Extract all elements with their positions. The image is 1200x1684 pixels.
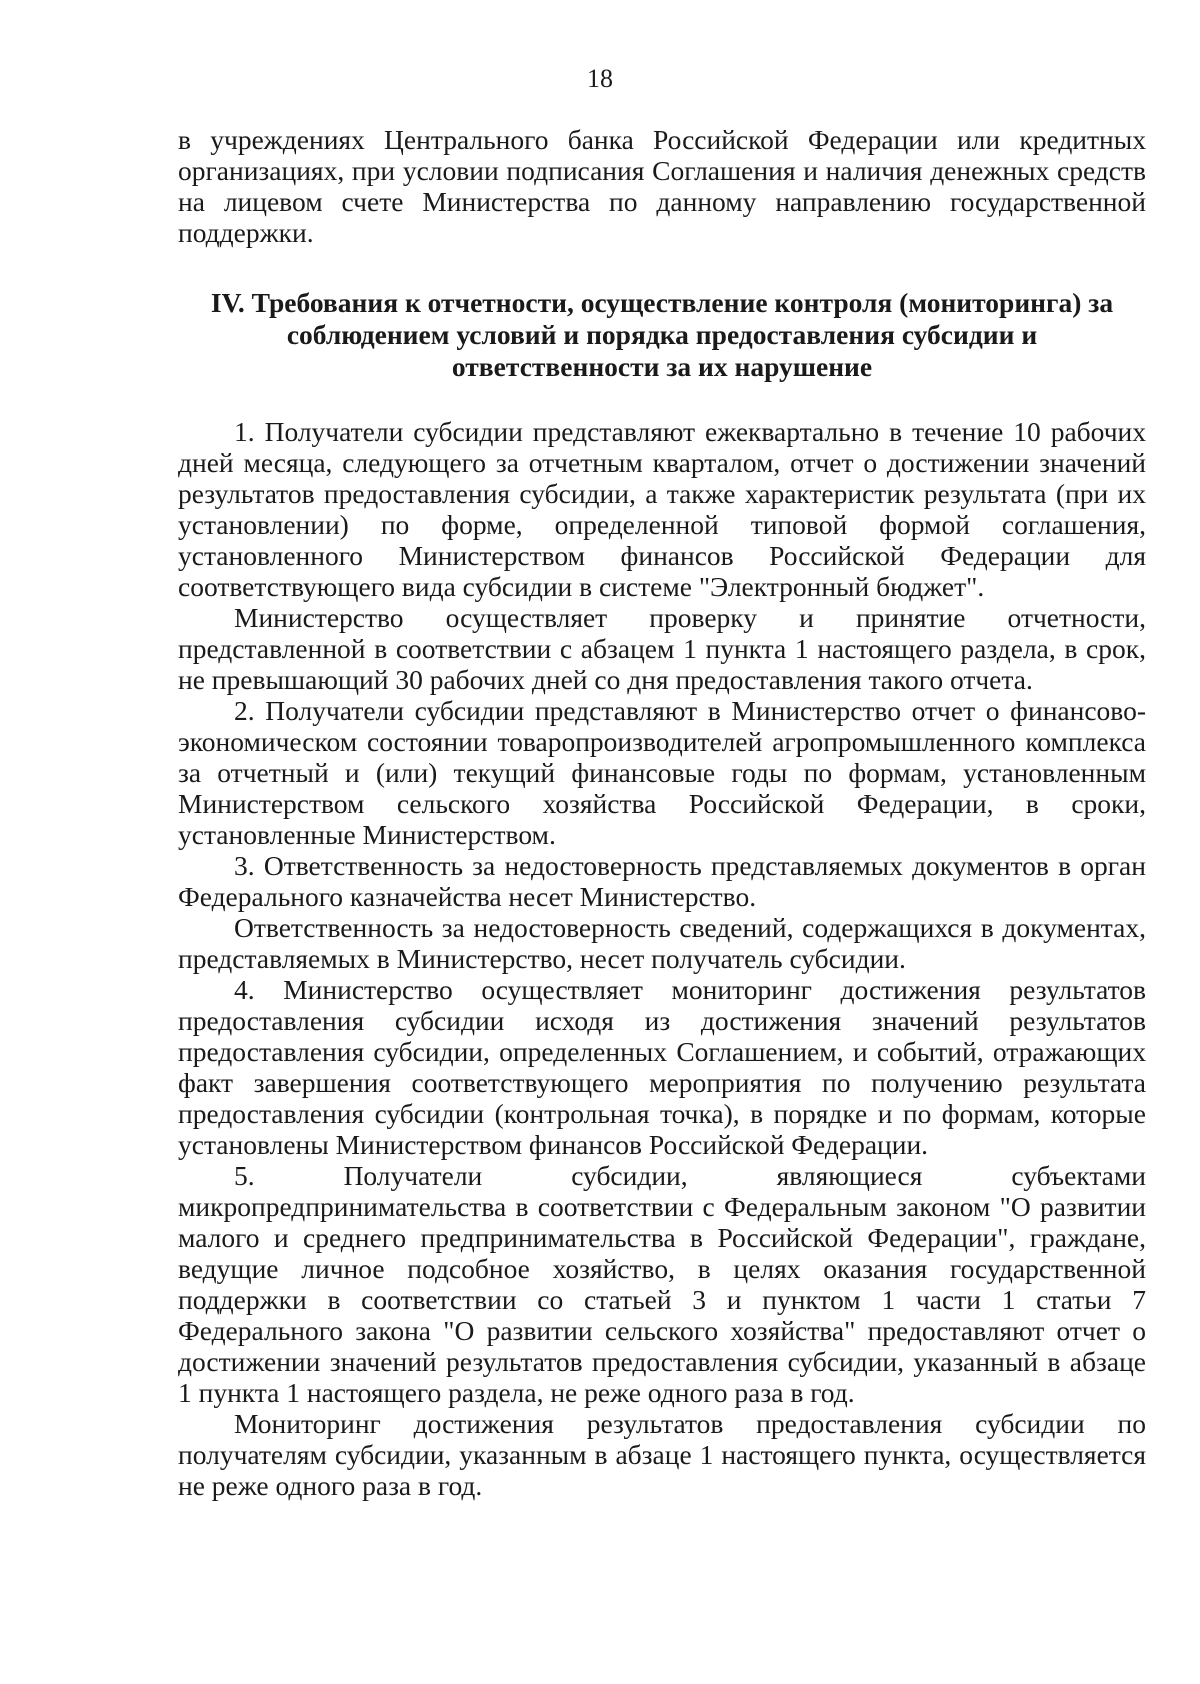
paragraph-4: 4. Министерство осуществляет мониторинг достижения результатов предоставления субсидии исходя из достижения значений результатов предоставления субсидии, определенных Соглашением, и событий, отражающих факт завершения соответствующего мероприятия по получению результата предоставления субсидии (контрольная точка), в порядке и по формам, которые установлены Министерством финансов Российской Федерации. [178,974,1146,1160]
section-heading: IV. Требования к отчетности, осуществление контроля (мониторинга) за соблюдением условий и порядка предоставления субсидии и ответственности за их нарушение [210,287,1114,382]
paragraph-2: 2. Получатели субсидии представляют в Министерство отчет о финансово-экономическом состоянии товаропроизводителей агропромышленного комплекса за отчетный и (или) текущий финансовые годы по формам, установленным Министерством сельского хозяйства Российской Федерации, в сроки, установленные Министерством. [178,695,1146,850]
paragraph-1-verification: Министерство осуществляет проверку и принятие отчетности, представленной в соответствии с абзацем 1 пункта 1 настоящего раздела, в срок, не превышающий 30 рабочих дней со дня предоставления такого отчета. [178,602,1146,695]
document-body [178,124,1146,1501]
continuation-paragraph: в учреждениях Центрального банка Российской Федерации или кредитных организациях, при условии подписания Соглашения и наличия денежных средств на лицевом счете Министерства по данному направлению государственной поддержки. [178,124,1146,248]
page-number: 18 [587,64,613,93]
paragraph-5-monitoring: Мониторинг достижения результатов предоставления субсидии по получателям субсидии, указанным в абзаце 1 настоящего пункта, осуществляется не реже одного раза в год. [178,1408,1146,1501]
paragraph-1: 1. Получатели субсидии представляют ежеквартально в течение 10 рабочих дней месяца, следующего за отчетным кварталом, отчет о достижении значений результатов предоставления субсидии, а также характеристик результата (при их установлении) по форме, определенной типовой формой соглашения, установленного Министерством финансов Российской Федерации для соответствующего вида субсидии в системе "Электронный бюджет". [178,416,1146,602]
paragraph-3: 3. Ответственность за недостоверность представляемых документов в орган Федерального казначейства несет Министерство. [178,850,1146,912]
paragraph-3-recipient-responsibility: Ответственность за недостоверность сведений, содержащихся в документах, представляемых в Министерство, несет получатель субсидии. [178,912,1146,974]
paragraph-5: 5. Получатели субсидии, являющиеся субъектами микропредпринимательства в соответствии с Федеральным законом "О развитии малого и среднего предпринимательства в Российской Федерации", граждане, ведущие личное подсобное хозяйство, в целях оказания государственной поддержки в соответствии со статьей 3 и пунктом 1 части 1 статьи 7 Федерального закона "О развитии сельского хозяйства" предоставляют отчет о достижении значений результатов предоставления субсидии, указанный в абзаце 1 пункта 1 настоящего раздела, не реже одного раза в год. [178,1160,1146,1408]
